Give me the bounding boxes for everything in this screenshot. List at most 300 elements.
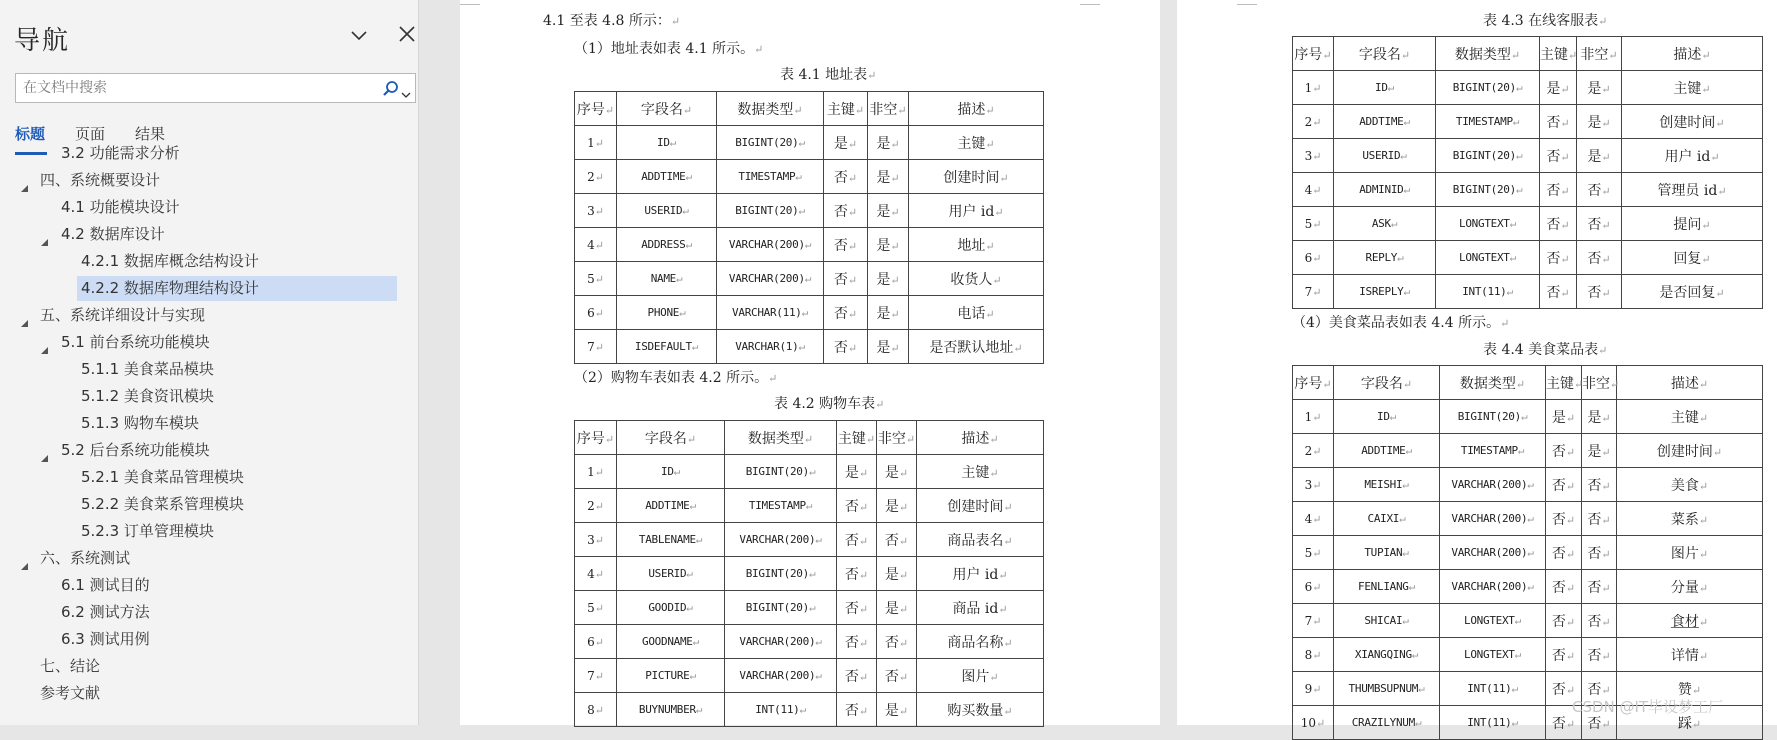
cell-text: BIGINT(20) (745, 465, 809, 478)
table-cell: 否↵ (1546, 468, 1582, 502)
nav-heading-item[interactable] (0, 276, 418, 301)
cell-text: 5 (587, 600, 595, 615)
table-cell: 2↵ (1293, 434, 1334, 468)
table-cell: 7↵ (575, 659, 617, 693)
cell-text: 否 (1551, 477, 1566, 494)
cell-text: 否 (1587, 545, 1602, 562)
tab-results[interactable]: 结果 (135, 125, 166, 143)
cell-text: 否 (1551, 545, 1566, 562)
cell-text: 否 (884, 532, 899, 549)
table-row (575, 489, 1044, 523)
table-cell: 收货人↵ (909, 262, 1044, 296)
cell-text: THUMBSUPNUM (1348, 682, 1419, 695)
collapse-triangle-icon[interactable] (20, 176, 29, 185)
cell-text: 主键 (1540, 46, 1568, 63)
cell-text: 否 (1587, 477, 1602, 494)
table-cell: 5↵ (1293, 207, 1334, 241)
cell-text: BIGINT(20) (735, 204, 799, 217)
table-cell: USERID↵ (617, 194, 717, 228)
table-cell: ADDTIME↵ (617, 160, 717, 194)
nav-heading-item[interactable] (0, 384, 418, 409)
cell-text: BIGINT(20) (745, 567, 809, 580)
table-cell: BIGINT(20)↵ (1436, 139, 1540, 173)
nav-heading-item[interactable] (0, 654, 418, 679)
nav-heading-item[interactable] (0, 519, 418, 544)
nav-heading-label: 6.1 测试目的 (61, 576, 150, 594)
cell-text: 食材 (1670, 613, 1699, 630)
table-cell: 字段名↵ (1334, 366, 1440, 400)
search-icon[interactable] (382, 80, 399, 97)
cell-text: 否 (1551, 579, 1566, 596)
table-cell: 4↵ (575, 228, 617, 262)
cell-text: 否 (1587, 681, 1602, 698)
search-options-chevron-icon[interactable] (401, 84, 411, 92)
nav-heading-label: 4.2.2 数据库物理结构设计 (81, 279, 259, 297)
nav-heading-item[interactable] (0, 438, 418, 463)
cell-text: 序号 (1294, 46, 1323, 63)
cell-text: ADDTIME (641, 170, 686, 183)
table-cell: 3↵ (575, 523, 617, 557)
table-cell: 否↵ (1546, 672, 1582, 706)
cell-text: 商品名称 (947, 634, 1004, 651)
cell-text: 是 (884, 464, 899, 481)
nav-heading-item[interactable] (0, 330, 418, 355)
para-dish-table: （4）美食菜品表如表 4.4 所示。↵ (1292, 315, 1510, 331)
table-cell: 主键↵ (837, 421, 877, 455)
table-cell: 否↵ (1577, 241, 1622, 275)
table-cell: 否↵ (824, 296, 868, 330)
cell-text: VARCHAR(200) (728, 272, 805, 285)
cell-text: 管理员 id (1657, 182, 1718, 199)
nav-heading-label: 六、系统测试 (40, 549, 131, 567)
cell-text: 是 (1587, 80, 1602, 97)
table-cell: 主键↵ (1546, 366, 1582, 400)
cell-text: 否 (844, 566, 859, 583)
cell-text: USERID (648, 567, 687, 580)
table-cell: 否↵ (1546, 706, 1582, 740)
nav-heading-item[interactable] (0, 303, 418, 328)
table-cell: PHONE↵ (617, 296, 717, 330)
table-row (575, 659, 1044, 693)
table-cell: 2↵ (1293, 105, 1334, 139)
table-cell: 是↵ (1540, 71, 1577, 105)
table-cell: LONGTEXT↵ (1440, 638, 1546, 672)
nav-heading-label: 5.2.2 美食菜系管理模块 (81, 495, 244, 513)
cell-text: 是 (876, 271, 891, 288)
table-cell: 否↵ (1540, 241, 1577, 275)
table-cell: TIMESTAMP↵ (1436, 105, 1540, 139)
table-cell: 否↵ (1540, 139, 1577, 173)
nav-heading-item[interactable] (0, 222, 418, 247)
cell-text: 字段名 (1360, 375, 1403, 392)
cell-text: USERID (644, 204, 683, 217)
table-cell: 提问↵ (1622, 207, 1763, 241)
nav-heading-item[interactable] (0, 600, 418, 625)
table-cell: 菜系↵ (1617, 502, 1763, 536)
cell-text: 否 (844, 634, 859, 651)
table-cell: 否↵ (837, 625, 877, 659)
table-header-row (575, 421, 1044, 455)
cell-text: 否 (1546, 114, 1561, 131)
cell-text: 提问 (1673, 216, 1702, 233)
cell-text: 是 (1587, 114, 1602, 131)
cell-text: 用户 id (952, 566, 999, 583)
cell-text: 否 (844, 702, 859, 719)
table-cell: 非空↵ (1582, 366, 1617, 400)
table-cell: VARCHAR(200)↵ (725, 659, 837, 693)
cell-text: 序号 (576, 430, 605, 447)
cell-text: 地址 (957, 237, 986, 254)
table-cell: 8↵ (1293, 638, 1334, 672)
cell-text: 否 (844, 668, 859, 685)
cell-text: NAME (650, 272, 676, 285)
nav-heading-item[interactable] (0, 357, 418, 382)
nav-heading-item[interactable] (0, 627, 418, 652)
cell-text: 数据类型 (747, 430, 804, 447)
dish-table (1292, 365, 1763, 740)
table-cell: 序号↵ (1293, 366, 1334, 400)
nav-heading-item[interactable] (0, 492, 418, 517)
cell-text: BUYNUMBER (638, 703, 696, 716)
table-cell: 6↵ (1293, 570, 1334, 604)
table-cell: 食材↵ (1617, 604, 1763, 638)
cell-text: 是 (876, 203, 891, 220)
table-cell: 2↵ (575, 160, 617, 194)
cell-text: 菜系 (1670, 511, 1699, 528)
nav-heading-label: 5.2.1 美食菜品管理模块 (81, 468, 244, 486)
nav-heading-item[interactable] (0, 141, 418, 166)
table-cell: 否↵ (1582, 672, 1617, 706)
cell-text: CAIXI (1367, 512, 1400, 525)
watermark: CSDN @IT毕设梦工厂 (1572, 698, 1724, 716)
cell-text: 分量 (1670, 579, 1699, 596)
table-cell: 否↵ (1577, 207, 1622, 241)
cell-text: 创建时间 (943, 169, 1000, 186)
table-cell: VARCHAR(200)↵ (1440, 536, 1546, 570)
table-cell: VARCHAR(11)↵ (717, 296, 824, 330)
table-cell: 是↵ (877, 591, 917, 625)
nav-heading-item[interactable] (0, 249, 418, 274)
table-cell: ADDRESS↵ (617, 228, 717, 262)
table-cell: 8↵ (575, 693, 617, 727)
cell-text: VARCHAR(200) (739, 533, 816, 546)
crop-mark (1237, 4, 1257, 5)
cell-text: 7 (1304, 613, 1313, 628)
cell-text: 收货人 (950, 271, 993, 288)
table-cell: XIANGQING↵ (1334, 638, 1440, 672)
table-header-row (1293, 366, 1763, 400)
cell-text: 否 (833, 169, 848, 186)
table-row (1293, 400, 1763, 434)
table-cell: 赞↵ (1617, 672, 1763, 706)
table-cell: 用户 id↵ (917, 557, 1044, 591)
cell-text: 描述 (1670, 375, 1699, 392)
cell-text: VARCHAR(200) (739, 669, 816, 682)
nav-heading-label: 6.3 测试用例 (61, 630, 150, 648)
cell-text: 否 (1587, 647, 1602, 664)
table-cell: 是↵ (1577, 139, 1622, 173)
cell-text: 序号 (1294, 375, 1323, 392)
table-cell: 否↵ (1582, 536, 1617, 570)
table-cell: 是↵ (877, 489, 917, 523)
cell-text: 1 (587, 464, 595, 479)
table-cell: 商品表名↵ (917, 523, 1044, 557)
cell-text: 否 (1587, 613, 1602, 630)
table-cell: 否↵ (1546, 604, 1582, 638)
para-address-table: （1）地址表如表 4.1 所示。↵ (574, 41, 764, 57)
table-cell: 创建时间↵ (1622, 105, 1763, 139)
nav-heading-label: 3.2 功能需求分析 (61, 144, 180, 162)
table-cell: VARCHAR(200)↵ (725, 625, 837, 659)
table-cell: 否↵ (1540, 173, 1577, 207)
cell-text: BIGINT(20) (1452, 149, 1516, 162)
table-cell: 否↵ (1577, 275, 1622, 309)
cell-text: 3 (1304, 148, 1313, 163)
table-cell: 主键↵ (917, 455, 1044, 489)
cell-text: 字段名 (1358, 46, 1401, 63)
cell-text: 6 (1304, 579, 1313, 594)
table-cell: 7↵ (1293, 275, 1334, 309)
cell-text: 否 (1587, 579, 1602, 596)
table-cell: 否↵ (1582, 638, 1617, 672)
table-row (1293, 502, 1763, 536)
table-cell: 否↵ (837, 659, 877, 693)
cell-text: 是 (876, 339, 891, 356)
nav-heading-label: 参考文献 (40, 684, 101, 702)
cell-text: INT(11) (1462, 285, 1507, 298)
cell-text: 字段名 (644, 430, 687, 447)
table-cell: 非空↵ (1577, 37, 1622, 71)
table-cell: 分量↵ (1617, 570, 1763, 604)
table-cell: 图片↵ (917, 659, 1044, 693)
table-cell: 6↵ (575, 296, 617, 330)
cell-text: MEISHI (1364, 478, 1403, 491)
table-cell: 否↵ (1582, 502, 1617, 536)
cell-text: 创建时间 (947, 498, 1004, 515)
table-cell: BIGINT(20)↵ (717, 126, 824, 160)
table-cell: ADDTIME↵ (617, 489, 725, 523)
close-icon[interactable] (395, 22, 419, 46)
table-cell: 否↵ (1540, 207, 1577, 241)
cell-text: 回复 (1673, 250, 1702, 267)
nav-heading-item[interactable] (0, 573, 418, 598)
nav-heading-label: 四、系统概要设计 (40, 171, 161, 189)
cell-text: 否 (1551, 681, 1566, 698)
table-cell: BIGINT(20)↵ (1440, 400, 1546, 434)
cell-text: TABLENAME (638, 533, 696, 546)
cell-text: 图片 (1670, 545, 1699, 562)
cell-text: 是否默认地址 (929, 339, 1014, 356)
nav-heading-item[interactable] (0, 681, 418, 706)
nav-heading-label: 5.2.3 订单管理模块 (81, 522, 214, 540)
table-row (1293, 570, 1763, 604)
cell-text: 主键 (1546, 375, 1574, 392)
table-cell: 否↵ (1582, 570, 1617, 604)
table-caption-4-3: 表 4.3 在线客服表↵ (1483, 13, 1608, 29)
table-cell: 否↵ (1582, 706, 1617, 740)
table-cell: 3↵ (1293, 468, 1334, 502)
table-cell: 数据类型↵ (717, 92, 824, 126)
table-cell: THUMBSUPNUM↵ (1334, 672, 1440, 706)
table-cell: 否↵ (837, 489, 877, 523)
cell-text: 是 (1551, 409, 1566, 426)
table-cell: TIMESTAMP↵ (725, 489, 837, 523)
table-row (1293, 139, 1763, 173)
cell-text: 8 (587, 702, 595, 717)
table-cell: 是↵ (837, 455, 877, 489)
table-cell: 序号↵ (1293, 37, 1334, 71)
cell-text: TIMESTAMP (1460, 444, 1518, 457)
cell-text: 否 (884, 668, 899, 685)
cell-text: 否 (1587, 715, 1602, 732)
cell-text: 4 (587, 566, 595, 581)
nav-heading-label: 4.2.1 数据库概念结构设计 (81, 252, 259, 270)
table-cell: LONGTEXT↵ (1436, 207, 1540, 241)
cell-text: 主键 (957, 135, 986, 152)
table-row (575, 557, 1044, 591)
table-cell: ADDTIME↵ (1334, 434, 1440, 468)
table-cell: 否↵ (1540, 275, 1577, 309)
cell-text: INT(11) (755, 703, 800, 716)
table-cell: 数据类型↵ (1436, 37, 1540, 71)
table-cell: 否↵ (1546, 536, 1582, 570)
table-row (575, 455, 1044, 489)
cell-text: ID (1377, 410, 1390, 423)
table-cell: 是↵ (868, 296, 909, 330)
table-cell: BIGINT(20)↵ (1436, 71, 1540, 105)
cell-text: TIMESTAMP (738, 170, 796, 183)
cell-text: BIGINT(20) (1452, 183, 1516, 196)
cell-text: VARCHAR(200) (1451, 512, 1528, 525)
search-input[interactable] (16, 74, 376, 102)
cell-text: 主键 (1670, 409, 1699, 426)
table-cell: 否↵ (837, 523, 877, 557)
table-cell: 5↵ (1293, 536, 1334, 570)
cell-text: 是 (876, 305, 891, 322)
cell-text: 序号 (576, 101, 605, 118)
nav-heading-label: 5.1.3 购物车模块 (81, 414, 199, 432)
nav-heading-item[interactable] (0, 465, 418, 490)
table-cell: 主键↵ (824, 92, 868, 126)
cell-text: VARCHAR(1) (735, 340, 799, 353)
navigation-pane (0, 0, 419, 725)
cell-text: GOODID (648, 601, 687, 614)
cell-text: 是 (884, 566, 899, 583)
table-cell: BUYNUMBER↵ (617, 693, 725, 727)
document-page-2 (1177, 0, 1777, 732)
cell-text: LONGTEXT (1459, 251, 1510, 264)
nav-heading-label: 七、结论 (40, 657, 101, 675)
table-cell: 否↵ (824, 194, 868, 228)
table-cell: 否↵ (877, 625, 917, 659)
table-cell: MEISHI↵ (1334, 468, 1440, 502)
cell-text: TIMESTAMP (1455, 115, 1513, 128)
cell-text: SHICAI (1364, 614, 1403, 627)
nav-heading-item[interactable] (0, 195, 418, 220)
table-cell: 主键↵ (1540, 37, 1577, 71)
cell-text: 是 (1587, 443, 1602, 460)
table-header-row (575, 92, 1044, 126)
table-cell: VARCHAR(200)↵ (1440, 502, 1546, 536)
table-cell: ASK↵ (1334, 207, 1436, 241)
cell-text: 是 (1587, 409, 1602, 426)
cell-text: 否 (1551, 443, 1566, 460)
table-cell: NAME↵ (617, 262, 717, 296)
tab-headings[interactable]: 标题 (15, 125, 46, 143)
table-cell: 否↵ (824, 262, 868, 296)
cell-text: 主键 (1673, 80, 1702, 97)
collapse-triangle-icon[interactable] (40, 230, 49, 239)
cell-text: 否 (1587, 216, 1602, 233)
collapse-triangle-icon[interactable] (40, 446, 49, 455)
nav-heading-item[interactable] (0, 168, 418, 193)
cell-text: 否 (1587, 511, 1602, 528)
cell-text: 否 (1546, 284, 1561, 301)
cell-text: 是 (1546, 80, 1561, 97)
cell-text: PHONE (647, 306, 680, 319)
cell-text: ASK (1371, 217, 1391, 230)
collapse-triangle-icon[interactable] (20, 554, 29, 563)
table-cell: 描述↵ (917, 421, 1044, 455)
table-cell: 是↵ (877, 557, 917, 591)
table-cell: VARCHAR(1)↵ (717, 330, 824, 364)
cell-text: 否 (1546, 148, 1561, 165)
table-cell: 否↵ (1540, 105, 1577, 139)
table-cell: 是↵ (868, 262, 909, 296)
cell-text: 详情 (1670, 647, 1699, 664)
table-cell: 图片↵ (1617, 536, 1763, 570)
table-cell: 是↵ (868, 330, 909, 364)
table-cell: LONGTEXT↵ (1436, 241, 1540, 275)
table-cell: 描述↵ (1617, 366, 1763, 400)
table-cell: TABLENAME↵ (617, 523, 725, 557)
chevron-down-icon[interactable] (346, 24, 372, 46)
cell-text: 否 (833, 339, 848, 356)
collapse-triangle-icon[interactable] (40, 338, 49, 347)
cell-text: 数据类型 (737, 101, 794, 118)
table-cell: 3↵ (1293, 139, 1334, 173)
cell-text: 2 (587, 498, 595, 513)
collapse-triangle-icon[interactable] (20, 311, 29, 320)
table-cell: ID↵ (617, 126, 717, 160)
table-row (1293, 105, 1763, 139)
table-row (1293, 173, 1763, 207)
cell-text: 创建时间 (1656, 443, 1713, 460)
cell-text: 是 (1587, 148, 1602, 165)
table-row (575, 591, 1044, 625)
cell-text: ISDEFAULT (634, 340, 692, 353)
table-cell: 描述↵ (1622, 37, 1763, 71)
table-cell: BIGINT(20)↵ (725, 557, 837, 591)
table-cell: 否↵ (1577, 173, 1622, 207)
cell-text: 7 (587, 668, 595, 683)
nav-heading-label: 5.1 前台系统功能模块 (61, 333, 210, 351)
tab-pages[interactable]: 页面 (75, 125, 106, 143)
table-cell: ISDEFAULT↵ (617, 330, 717, 364)
table-cell: 数据类型↵ (1440, 366, 1546, 400)
table-cell: 是↵ (1577, 105, 1622, 139)
cell-text: INT(11) (1467, 716, 1512, 729)
table-caption-4-1: 表 4.1 地址表↵ (780, 67, 877, 83)
table-cell: 非空↵ (877, 421, 917, 455)
table-cell: USERID↵ (1334, 139, 1436, 173)
table-cell: 4↵ (1293, 502, 1334, 536)
cell-text: LONGTEXT (1464, 614, 1515, 627)
nav-heading-item[interactable] (0, 546, 418, 571)
heading-list (0, 144, 418, 725)
nav-heading-item[interactable] (0, 411, 418, 436)
table-cell: 序号↵ (575, 421, 617, 455)
